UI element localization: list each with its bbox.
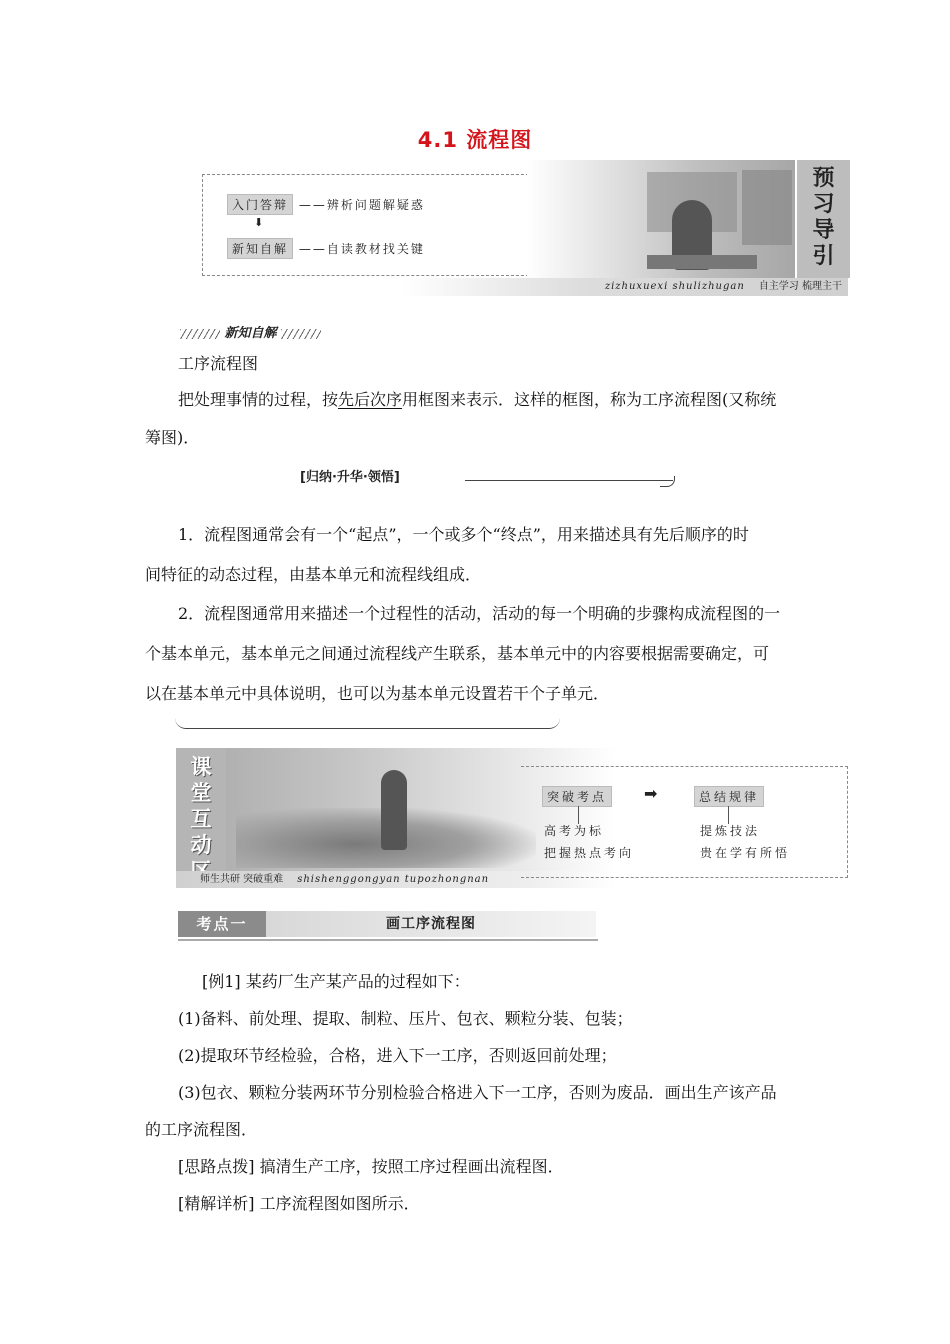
footer-pinyin: shishenggongyan tupozhongnan [297,874,490,885]
point-2-line-2: 个基本单元，基本单元之间通过流程线产生联系，基本单元中的内容要根据需要确定，可 [145,644,770,663]
breakthrough-line-1: 高考为标 [544,824,605,838]
summary-curl [660,476,675,487]
footer-text: 自主学习 梳理主干 [758,281,842,292]
example-item-3-line-1: (3)包衣、颗粒分装两环节分别检验合格进入下一工序，否则为废品．画出生产该产品 [178,1083,777,1102]
new-knowledge-text: ——自读教材找关键 [298,242,425,256]
summary-rule [465,480,673,481]
stripe-decoration [281,329,321,339]
summary-rules-tag: 总结规律 [694,786,764,807]
summary-label: [归纳·升华·领悟] [300,470,400,485]
definition-line-1: 把处理事情的过程，按先后次序用框图来表示．这样的框图，称为工序流程图(又称统 [178,390,777,409]
section-label: 新知自解 [224,326,277,341]
kaodian-header [178,911,598,941]
summary-rules-block [694,786,764,807]
underlined-term: 先后次序 [338,390,403,409]
example-item-3-line-2: 的工序流程图． [145,1120,258,1139]
example-intro: [例1] 某药厂生产某产品的过程如下： [202,972,470,991]
summary-rules-line-2: 贵在学有所悟 [700,846,791,860]
side-char: 引 [812,244,835,269]
preview-footer [402,278,848,296]
classroom-side-label [176,748,226,873]
topic-heading: 工序流程图 [178,354,259,373]
stripe-decoration [180,329,220,339]
kaodian-underline [178,939,598,941]
point-1-line-1: 1．流程图通常会有一个“起点”，一个或多个“终点”，用来描述具有先后顺序的时 [178,525,749,544]
intro-tag: 入门答辩 [227,194,293,215]
breakthrough-block [542,786,612,807]
section-new-knowledge-header [180,322,321,341]
side-char: 互 [190,807,212,831]
side-char: 习 [812,192,835,217]
side-char: 导 [812,218,835,243]
example-item-1: (1)备料、前处理、提取、制粒、压片、包衣、颗粒分装、包装； [178,1009,633,1028]
footer-pinyin: zizhuxuexi shulizhugan [604,281,745,292]
footer-text: 师生共研 突破重难 [200,874,284,885]
kaodian-label: 考点一 [178,911,266,937]
preview-guide-banner [202,160,848,296]
breakthrough-line-2: 把握热点考向 [544,846,635,860]
solution-text: [精解详析] 工序流程图如图所示． [178,1194,420,1213]
point-2-line-3: 以在基本单元中具体说明，也可以为基本单元设置若干个子单元． [145,684,610,703]
kaodian-title: 画工序流程图 [266,911,596,937]
example-item-2: (2)提取环节经检验，合格，进入下一工序，否则返回前处理； [178,1046,617,1065]
point-1-line-2: 间特征的动态过程，由基本单元和流程线组成． [145,565,482,584]
preview-side-label [795,160,850,278]
section-divider [175,718,560,729]
side-char: 动 [190,833,212,857]
summary-header [300,466,680,486]
new-knowledge-tag: 新知自解 [227,238,293,259]
page-title: 4.1 流程图 [417,128,533,152]
classroom-banner [176,748,848,890]
point-2-line-1: 2．流程图通常用来描述一个过程性的活动，活动的每一个明确的步骤构成流程图的一 [178,604,781,623]
intro-text: ——辨析问题解疑惑 [298,198,425,212]
side-char: 预 [812,166,835,191]
breakthrough-tag: 突破考点 [542,786,612,807]
right-arrow-icon: ➡ [644,784,661,803]
new-knowledge-row [227,238,425,259]
summary-rules-line-1: 提炼技法 [700,824,761,838]
side-char: 堂 [190,781,212,805]
down-arrow-icon: ⬇ [254,216,264,229]
intro-row [227,194,425,215]
side-char: 课 [190,755,212,779]
hint-text: [思路点拨] 搞清生产工序，按照工序过程画出流程图． [178,1157,564,1176]
definition-line-2: 筹图)． [145,428,200,447]
